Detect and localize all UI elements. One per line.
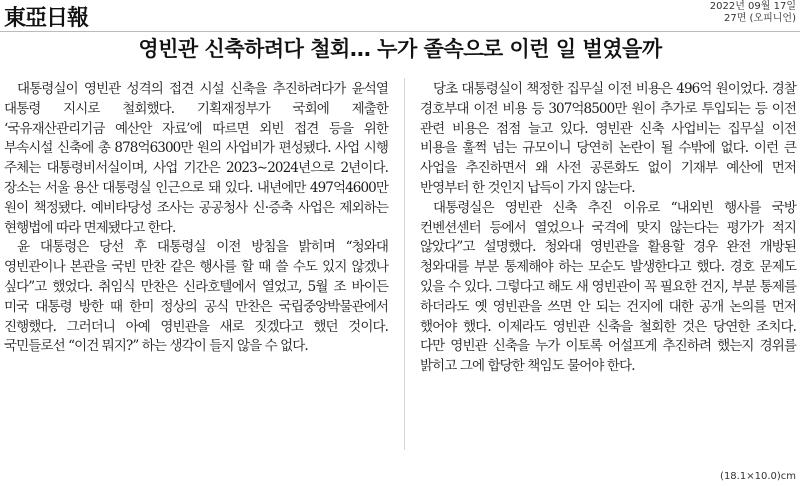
publication-date: 2022년 09월 17일 (709, 1, 796, 12)
paragraph: 대통령실이 영빈관 성격의 접견 시설 신축을 추진하려다가 윤석열 대통령 지시로 철회했다. 기획재정부가 국회에 제출한 ‘국유재산관리기금 예산안 자료’에 따르면 외빈 접견 등을 위한 부속시설 신축에 총 878억6300만 원의 사업비가 편성됐다. 사업 시행 주체는 대통령비서실이며, 사업 기간은 2023∼2024년으로 2년이다. 장소는 서울 용산 대통령실 인근으로 돼 있다. 내년에만 497억4600만 원이 책정됐다. 예비타당성 조사는 공공청사 신·증축 사업은 제외하는 현행법에 따라 면제됐다고 한다. (4, 81, 388, 236)
masthead (0, 0, 800, 30)
paragraph: 윤 대통령은 당선 후 대통령실 이전 방침을 밝히며 “청와대 영빈관이나 본관을 국빈 만찬 같은 행사를 할 때 쓸 수도 있지 않겠나 싶다”고 했었다. 취임식 만찬은 신라호텔에서 열었고, 5월 조 바이든 미국 대통령 방한 때 한미 정상의 공식 만찬은 국립중앙박물관에서 진행했다. 그러더니 아예 영빈관을 새로 짓겠다고 했던 것이다. 국민들로선 “이건 뭐지?” 하는 생각이 들지 않을 수 없다. (4, 239, 388, 355)
article-column-left (4, 80, 388, 357)
column-divider (404, 78, 405, 450)
newspaper-logo: 東亞日報 (4, 5, 89, 31)
top-rule (0, 31, 800, 32)
headline: 영빈관 신축하려다 철회… 누가 졸속으로 이런 일 벌였을까 (138, 37, 662, 61)
article-column-right (420, 80, 796, 377)
publication-info (710, 1, 796, 25)
paragraph: 당초 대통령실이 책정한 집무실 이전 비용은 496억 원이었다. 경찰 경호부대 이전 비용 등 307억8500만 원이 추가로 투입되는 등 이전 관련 비용은 점점 늘고 있다. 영빈관 신축 사업비는 집무실 이전 비용을 훌쩍 넘는 규모이니 당연히 논란이 될 수밖에 없다. 이런 큰 사업을 추진하면서 왜 사전 공론화도 없이 기재부 예산에 먼저 반영부터 한 것인지 납득이 가지 않는다. (420, 81, 796, 196)
paragraph: 대통령실은 영빈관 신축 추진 이유로 “내외빈 행사를 국방 컨벤션센터 등에서 열었으나 국격에 맞지 않는다는 평가가 적지 않았다”고 설명했다. 청와대 영빈관을 활용할 경우 완전 개방된 청와대를 부분 통제해야 하는 모순도 발생한다고 했다. 경호 문제도 있을 수 있다. 그렇다고 해도 새 영빈관이 꼭 필요한 건지, 부분 통제를 하더라도 옛 영빈관을 쓰면 안 되는 건지에 대한 공개 논의를 먼저 했어야 했다. 이제라도 영빈관 신축을 철회한 것은 당연한 조치다. 다만 영빈관 신축을 누가 이토록 어설프게 추진하려 했는지 경위를 밝히고 그에 합당한 책임도 물어야 한다. (420, 199, 796, 375)
article-size-note: (18.1×10.0)cm (720, 471, 796, 482)
page-section: 27면 (오피니언) (723, 13, 796, 24)
